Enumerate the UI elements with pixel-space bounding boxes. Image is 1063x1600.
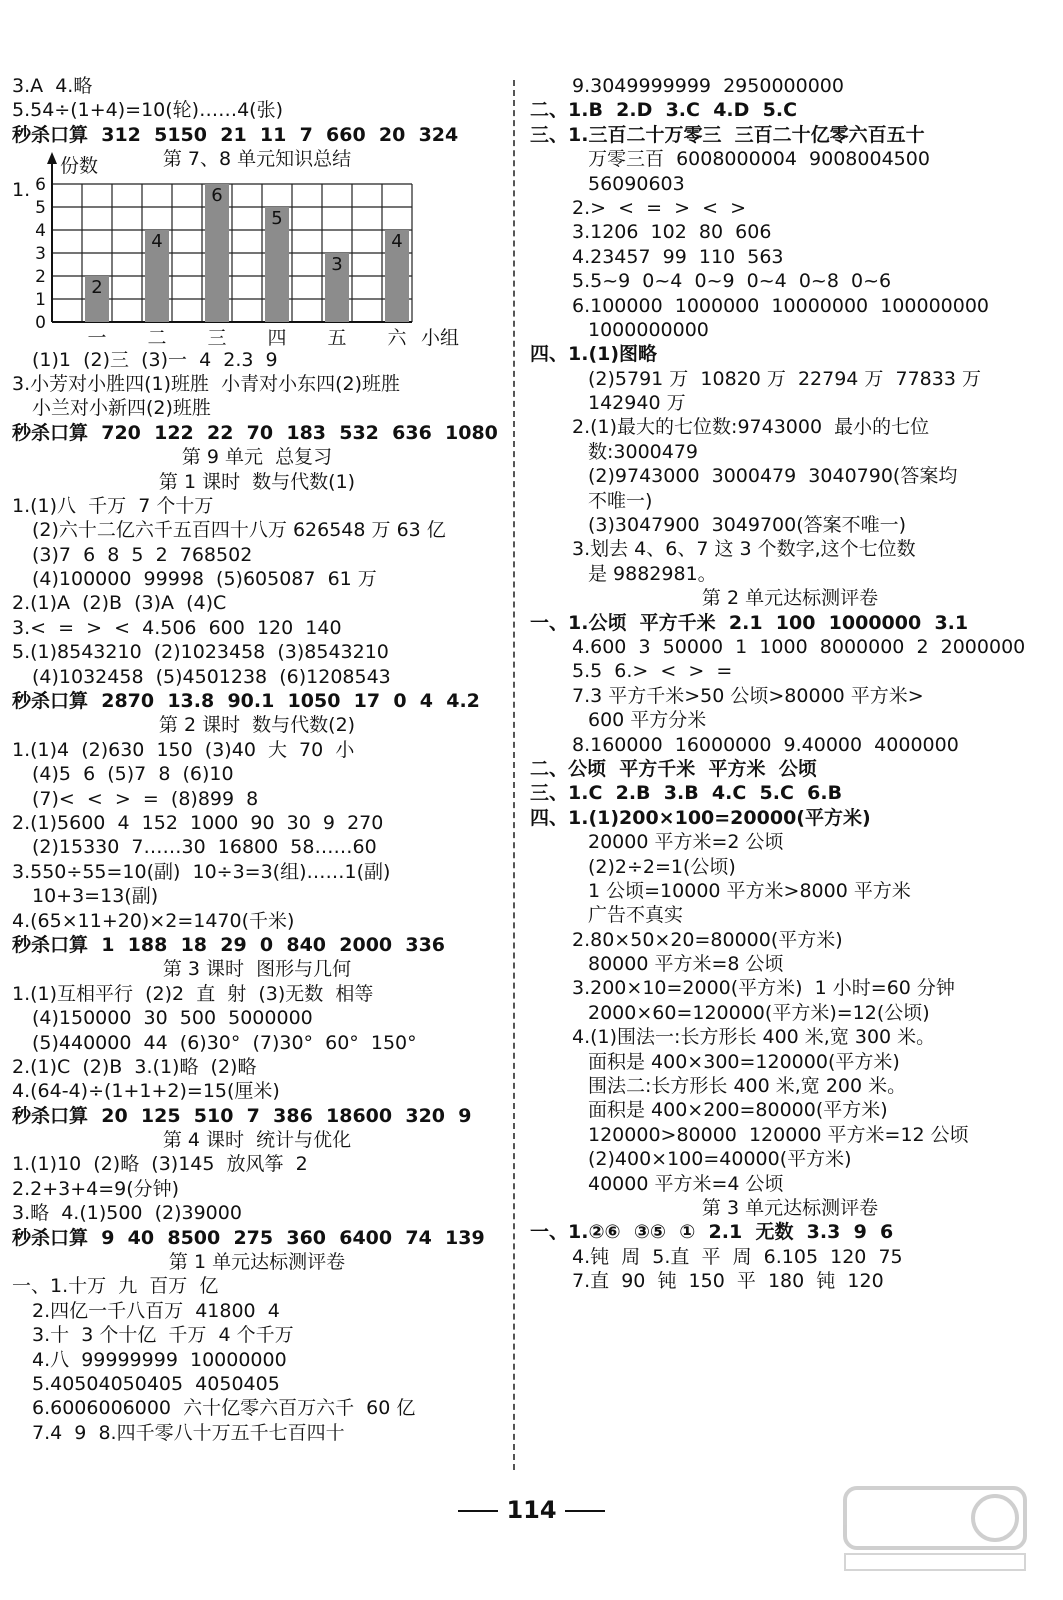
answer-line: 万零三百 6008000004 9008004500 [588,148,930,171]
answer-line: 10+3=13(副) [32,885,159,908]
x-tick-label: 五 [327,326,347,349]
bar-value-label: 4 [391,230,403,252]
x-axis-label: 小组 [420,326,460,349]
answer-line: 面积是 400×300=120000(平方米) [588,1050,900,1073]
answer-line: 120000>80000 120000 平方米=12 公顷 [588,1123,969,1146]
answer-line: 20000 平方米=2 公顷 [588,831,784,854]
answer-line: 面积是 400×200=80000(平方米) [588,1099,888,1122]
answer-line: 一、1.十万 九 百万 亿 [12,1275,219,1298]
answer-line: 第 1 课时 数与代数(1) [158,470,356,493]
answer-line: 4.(65×11+20)×2=1470(千米) [12,909,295,932]
x-tick-label: 三 [207,326,227,349]
answer-line: (2)400×100=40000(平方米) [588,1148,852,1171]
x-tick-label: 四 [267,326,287,349]
answer-line: 第 3 单元达标测评卷 [701,1196,879,1219]
answer-line: 1.(1)八 千万 7 个十万 [12,494,214,517]
answer-line: 6.100000 1000000 10000000 100000000 [572,294,990,317]
answer-line: 2.> < = > < > [572,196,747,219]
answer-line: 40000 平方米=4 公顷 [588,1172,784,1195]
answer-line: 2.2+3+4=9(分钟) [12,1177,180,1200]
answer-line: 6.6006006000 六十亿零六百万六千 60 亿 [32,1397,416,1420]
y-tick-label: 3 [35,243,46,264]
answer-line: 1000000000 [588,318,709,341]
x-tick-label: 六 [387,326,407,349]
answer-line: 3.1206 102 80 606 [572,221,772,244]
answer-line: (2)5791 万 10820 万 22794 万 77833 万 [588,367,981,390]
column-divider [513,80,515,1470]
bar-value-label: 5 [271,207,283,229]
watermark-logo [835,1478,1035,1578]
answer-line: 5.54÷(1+4)=10(轮)……4(张) [12,99,283,122]
answer-line: 三、1.C 2.B 3.B 4.C 5.C 6.B [530,782,843,805]
answer-line: (2)9743000 3000479 3040790(答案均 [588,465,958,488]
answer-line: 5.5~9 0~4 0~9 0~4 0~8 0~6 [572,270,892,293]
answer-line: (1)1 (2)三 (3)一 4 2.3 9 [32,348,278,371]
answer-line: 3.550÷55=10(副) 10÷3=3(组)……1(副) [12,860,391,883]
answer-line: 二、公顷 平方千米 平方米 公顷 [530,757,817,780]
answer-line: 3.A 4.略 [12,75,93,97]
answer-line: 秒杀口算 2870 13.8 90.1 1050 17 0 4 4.2 [12,690,480,713]
answer-line: 600 平方分米 [588,709,707,732]
answer-line: 2.(1)最大的七位数:9743000 最小的七位 [572,416,930,439]
answer-line: (4)100000 99998 (5)605087 61 万 [32,568,377,591]
answer-line: 秒杀口算 312 5150 21 11 7 660 20 324 [12,123,459,146]
bar-value-label: 2 [91,276,103,298]
answer-line: 数:3000479 [588,440,699,463]
answer-line: 4.钝 周 5.直 平 周 6.105 120 75 [572,1245,903,1268]
bar-value-label: 4 [151,230,163,252]
answer-line: (7)< < > = (8)899 8 [32,787,259,810]
question-number: 1. [12,178,31,201]
answer-line: 4.八 99999999 10000000 [32,1348,287,1371]
answer-line: 1.(1)10 (2)略 (3)145 放风筝 2 [12,1153,308,1176]
answer-line: 5.(1)8543210 (2)1023458 (3)8543210 [12,641,389,664]
right-column [530,74,1050,1294]
answer-line: 4.(64-4)÷(1+1+2)=15(厘米) [12,1080,280,1103]
answer-line: 2.80×50×20=80000(平方米) [572,928,843,951]
answer-line: 3.小芳对小胜四(1)班胜 小青对小东四(2)班胜 [12,372,401,395]
answer-line: 秒杀口算 20 125 510 7 386 18600 320 9 [12,1104,472,1127]
answer-line: 1.(1)互相平行 (2)2 直 射 (3)无数 相等 [12,982,374,1005]
answer-line: 小兰对小新四(2)班胜 [32,397,211,420]
y-tick-label: 4 [35,220,46,241]
answer-line: 一、1.②⑥ ③⑤ ① 2.1 无数 3.3 9 6 [530,1221,894,1244]
answer-line: 3.< = > < 4.506 600 120 140 [12,616,342,639]
answer-line: 一、1.公顷 平方千米 2.1 100 1000000 3.1 [530,611,969,634]
answer-line: 不唯一) [588,489,653,512]
answer-line: 1.(1)4 (2)630 150 (3)40 大 70 小 [12,738,355,761]
answer-line: 2.(1)A (2)B (3)A (4)C [12,592,227,615]
answer-line: 4.600 3 50000 1 1000 8000000 2 2000000 [572,635,1026,658]
answer-line: (4)1032458 (5)4501238 (6)1208543 [32,665,391,688]
answer-line: 2.四亿一千八百万 41800 4 [32,1299,280,1322]
answer-line: 2.(1)C (2)B 3.(1)略 (2)略 [12,1055,257,1078]
y-axis-label: 份数 [60,154,99,177]
answer-line: (3)3047900 3049700(答案不唯一) [588,514,907,537]
y-tick-label: 5 [35,197,46,218]
answer-line: 7.4 9 8.四千零八十万五千七百四十 [32,1421,345,1444]
y-tick-label: 2 [35,266,46,287]
answer-line: 二、1.B 2.D 3.C 4.D 5.C [530,99,798,122]
answer-line: 秒杀口算 9 40 8500 275 360 6400 74 139 [12,1226,485,1249]
left-after-chart [12,348,502,1446]
answer-line: 3.十 3 个十亿 千万 4 个千万 [32,1324,294,1347]
left-column [12,74,502,1445]
answer-line: (4)150000 30 500 5000000 [32,1007,313,1030]
y-tick-label: 1 [35,289,46,310]
x-tick-label: 一 [87,326,107,349]
answer-line: 5.40504050405 4050405 [32,1372,280,1395]
answer-line: 8.160000 16000000 9.40000 4000000 [572,733,959,756]
answer-line: 第 3 课时 图形与几何 [162,958,352,981]
answer-line: 秒杀口算 720 122 22 70 183 532 636 1080 [12,421,498,444]
y-tick-label: 6 [35,174,46,195]
answer-line: (5)440000 44 (6)30° (7)30° 60° 150° [32,1031,417,1054]
answer-line: (3)7 6 8 5 2 768502 [32,543,253,566]
answer-line: 4.23457 99 110 563 [572,245,784,268]
answer-line: 2000×60=120000(平方米)=12(公顷) [588,1001,930,1024]
answer-line: 56090603 [588,172,685,195]
answer-line: (2)15330 7……30 16800 58……60 [32,836,377,859]
answer-line: (4)5 6 (5)7 8 (6)10 [32,763,234,786]
answer-line: 5.5 6.> < > = [572,660,733,683]
answer-line: 第 9 单元 总复习 [181,446,333,469]
x-tick-label: 二 [147,326,167,349]
y-tick-label: 0 [35,312,46,333]
answer-line: 4.(1)围法一:长方形长 400 米,宽 300 米。 [572,1026,936,1049]
answer-line: 3.200×10=2000(平方米) 1 小时=60 分钟 [572,977,955,1000]
answer-line: 142940 万 [588,392,686,415]
answer-line: 第 2 单元达标测评卷 [701,587,879,610]
answer-line: 秒杀口算 1 188 18 29 0 840 2000 336 [12,933,446,956]
answer-line: 80000 平方米=8 公顷 [588,953,784,976]
page-number: 114 [0,1496,1063,1524]
answer-line: (2)六十二亿六千五百四十八万 626548 万 63 亿 [32,519,446,542]
answer-line: 四、1.(1)200×100=20000(平方米) [530,806,871,829]
answer-line: 围法二:长方形长 400 米,宽 200 米。 [588,1075,907,1098]
answer-line: 1 公顷=10000 平方米>8000 平方米 [588,879,911,902]
answer-line: 三、1.三百二十万零三 三百二十亿零六百五十 [530,123,925,146]
answer-line: 2.(1)5600 4 152 1000 90 30 9 270 [12,811,384,834]
answer-line: 广告不真实 [588,904,684,927]
answer-line: 3.略 4.(1)500 (2)39000 [12,1202,242,1225]
answer-line: 第 2 课时 数与代数(2) [158,714,356,737]
answer-line: 3.划去 4、6、7 这 3 个数字,这个七位数 [572,538,916,561]
answer-line: 第 1 单元达标测评卷 [168,1251,346,1274]
answer-line: 是 9882981。 [588,562,717,585]
answer-line: 7.直 90 钝 150 平 180 钝 120 [572,1270,884,1293]
answer-line: 第 4 课时 统计与优化 [162,1129,352,1152]
answer-line: 9.3049999999 2950000000 [572,75,844,97]
answer-line: 第 7、8 单元知识总结 [162,148,352,171]
answer-line: 7.3 平方千米>50 公顷>80000 平方米> [572,684,924,707]
bar-value-label: 6 [211,184,223,206]
answer-line: (2)2÷2=1(公顷) [588,855,736,878]
bar-value-label: 3 [331,253,343,275]
answer-line: 四、1.(1)图略 [530,343,658,366]
